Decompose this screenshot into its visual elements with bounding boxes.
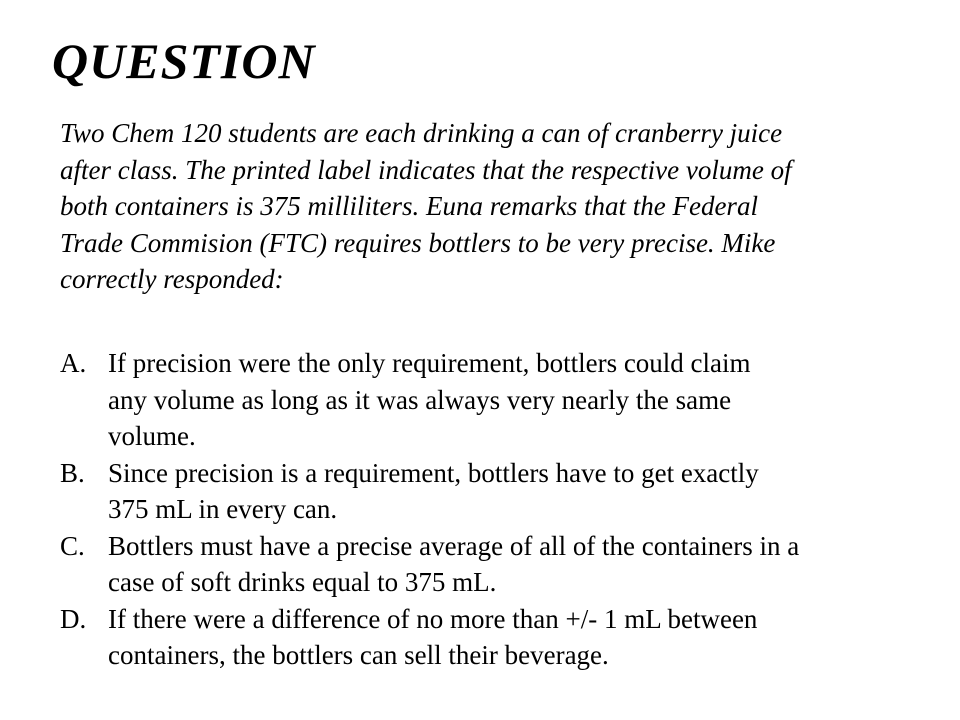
question-text: [60, 115, 950, 298]
choice-text-line: 375 mL in every can.: [108, 494, 338, 524]
choice-text-line: containers, the bottlers can sell their beverage.: [108, 640, 609, 670]
question-line: both containers is 375 milliliters. Euna remarks that the Federal: [60, 191, 758, 221]
choice-text-line: Bottlers must have a precise average of all of the containers in a: [108, 530, 800, 561]
choice-text-line: Since precision is a requirement, bottlers have to get exactly: [108, 457, 759, 488]
question-line: Two Chem 120 students are each drinking a can of cranberry juice: [60, 118, 783, 148]
choice-text-line: If there were a difference of no more than +/- 1 mL between: [108, 603, 758, 634]
choice-letter: C.: [60, 530, 85, 561]
choice-letter: A.: [60, 348, 87, 378]
slide-title: QUESTION: [52, 33, 316, 89]
choice-letter: D.: [60, 603, 87, 634]
choice-a: [60, 345, 950, 455]
choice-d: [60, 601, 950, 674]
answer-choices: [60, 345, 950, 674]
question-line: correctly responded:: [60, 264, 284, 294]
choice-text-line: any volume as long as it was always very nearly the same: [108, 384, 732, 415]
choice-letter: B.: [60, 457, 85, 488]
choice-text-line: If precision were the only requirement, bottlers could claim: [108, 348, 751, 378]
choice-b: [60, 455, 950, 528]
choice-text-line: volume.: [108, 421, 196, 451]
choice-c: [60, 528, 950, 601]
question-line: after class. The printed label indicates that the respective volume of: [60, 154, 792, 185]
question-line: Trade Commision (FTC) requires bottlers to be very precise. Mike: [60, 227, 776, 258]
choice-text-line: case of soft drinks equal to 375 mL.: [108, 567, 497, 597]
